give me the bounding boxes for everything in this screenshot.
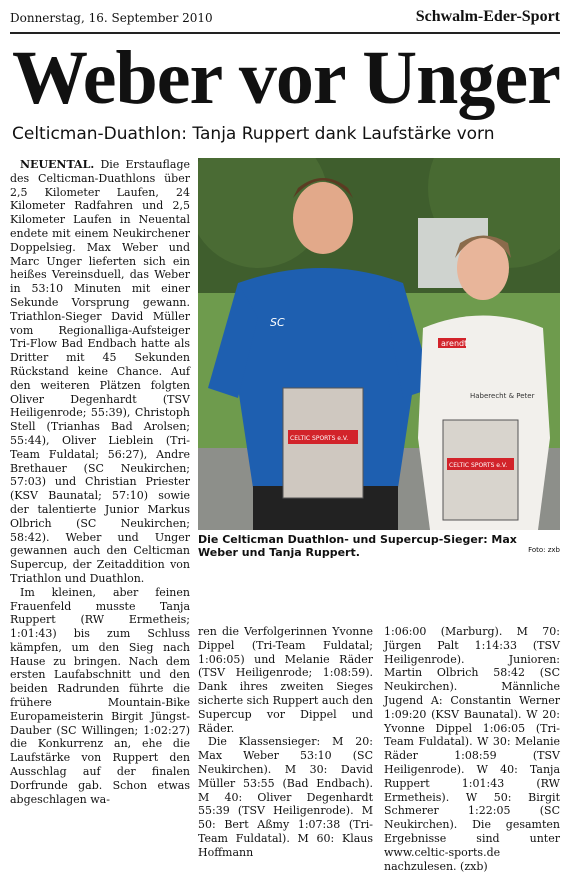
- column-text: Die Klassensieger: M 20: Max Weber 53:10 (SC Neukirchen). M 30: David Müller 53:55 (Bad Endbach). M 40: Oliver Degenhardt 55:39 (TSV Heiligenrode). M 50: Bert Aßmy 1:07:38 (Tri-Team Fuldatal). M 60: Klaus Hoffmann: [198, 735, 373, 859]
- poster-text-1: CELTIC SPORTS e.V.: [290, 435, 349, 442]
- jersey-text-1: arendt: [441, 339, 468, 348]
- article-photo: [198, 158, 560, 530]
- dateline: NEUENTAL.: [20, 158, 95, 171]
- article-paragraph: [198, 735, 373, 859]
- page-header: [10, 8, 560, 34]
- article-column-3: [384, 625, 560, 873]
- column-text: Die Erstauflage des Celticman-Duathlons über 2,5 Kilometer Laufen, 24 Kilometer Radfahren und 2,5 Kilometer Laufen in Neuental endete mit einem Neukirchener Doppelsieg. Max Weber und Marc Unger lieferten sich ein heißes Vereinsduell, das Weber in 53:10 Minuten mit einer Sekunde Vorsprung gewann. Triathlon-Sieger David Müller vom Regionalliga-Aufsteiger Tri-Flow Bad Endbach hatte als Dritter mit 45 Sekunden Rückstand keine Chance. Auf den weiteren Plätzen folgten Oliver Degenhardt (TSV Heiligenrode; 55:39), Christoph Stell (Trianhas Bad Arolsen; 55:44), Oliver Lieblein (Tri-Team Fuldatal; 56:27), Andre Brethauer (SC Neukirchen; 57:03) und Christian Priester (KSV Baunatal; 57:10) sowie der talentierte Junior Markus Olbrich (SC Neukirchen; 58:42). Weber und Unger gewannen auch den Celticman Supercup, der Zeitaddition von Triathlon und Duathlon.: [10, 158, 190, 585]
- article-column-2: [198, 625, 373, 860]
- subheadline: Celticman-Duathlon: Tanja Ruppert dank Laufstärke vorn: [12, 124, 495, 144]
- issue-date: Donnerstag, 16. September 2010: [10, 11, 213, 25]
- article-paragraph: [10, 158, 190, 586]
- article-paragraph: [198, 625, 373, 735]
- poster-text-2: CELTIC SPORTS e.V.: [449, 462, 508, 469]
- column-text: ren die Verfolgerinnen Yvonne Dippel (Tri-Team Fuldatal; 1:06:05) und Melanie Räder (TSV Heiligenrode; 1:08:59). Dank ihres zweiten Sieges sicherte sich Ruppert auch den Supercup vor Dippel und Räder.: [198, 625, 373, 735]
- jersey-text-2: Haberecht & Peter: [470, 392, 535, 400]
- column-text: 1:06:00 (Marburg). M 70: Jürgen Palt 1:14:33 (TSV Heiligenrode). Junioren: Martin Olbrich 58:42 (SC Neukirchen). Männliche Jugend A: Constantin Werner 1:09:20 (KSV Baunatal). W 20: Yvonne Dippel 1:06:05 (Tri-Team Fuldatal). W 30: Melanie Räder 1:08:59 (TSV Heiligenrode). W 40: Tanja Ruppert 1:01:43 (RW Ermetheis). W 50: Birgit Schmerer 1:22:05 (SC Neukirchen). Die gesamten Ergebnisse sind unter www.celtic-sports.de nachzulesen. (zxb): [384, 625, 560, 873]
- section-title: Schwalm-Eder-Sport: [415, 8, 560, 25]
- photo-caption: Die Celticman Duathlon- und Supercup-Sieger: Max Weber und Tanja Ruppert.: [198, 533, 517, 559]
- article-paragraph: [10, 586, 190, 807]
- headline: Weber vor Unger: [12, 36, 560, 120]
- article-paragraph: [384, 625, 560, 873]
- photo-illustration: [198, 158, 560, 530]
- column-text: Im kleinen, aber feinen Frauenfeld musste Tanja Ruppert (RW Ermetheis; 1:01:43) bis zum Schluss kämpfen, um den Sieg nach Hause zu bringen. Nach dem ersten Laufabschnitt und den beiden Radrunden führte die frühere Mountain-Bike Europameisterin Birgit Jüngst-Dauber (SC Willingen; 1:02:27) die Konkurrenz an, ehe die Laufstärke von Ruppert den Ausschlag auf der finalen Dorfrunde gab. Schon etwas abgeschlagen wa-: [10, 585, 190, 806]
- article-column-1: [10, 158, 190, 806]
- shirt-logo: SC: [270, 316, 285, 329]
- photo-credit: Foto: zxb: [528, 546, 560, 554]
